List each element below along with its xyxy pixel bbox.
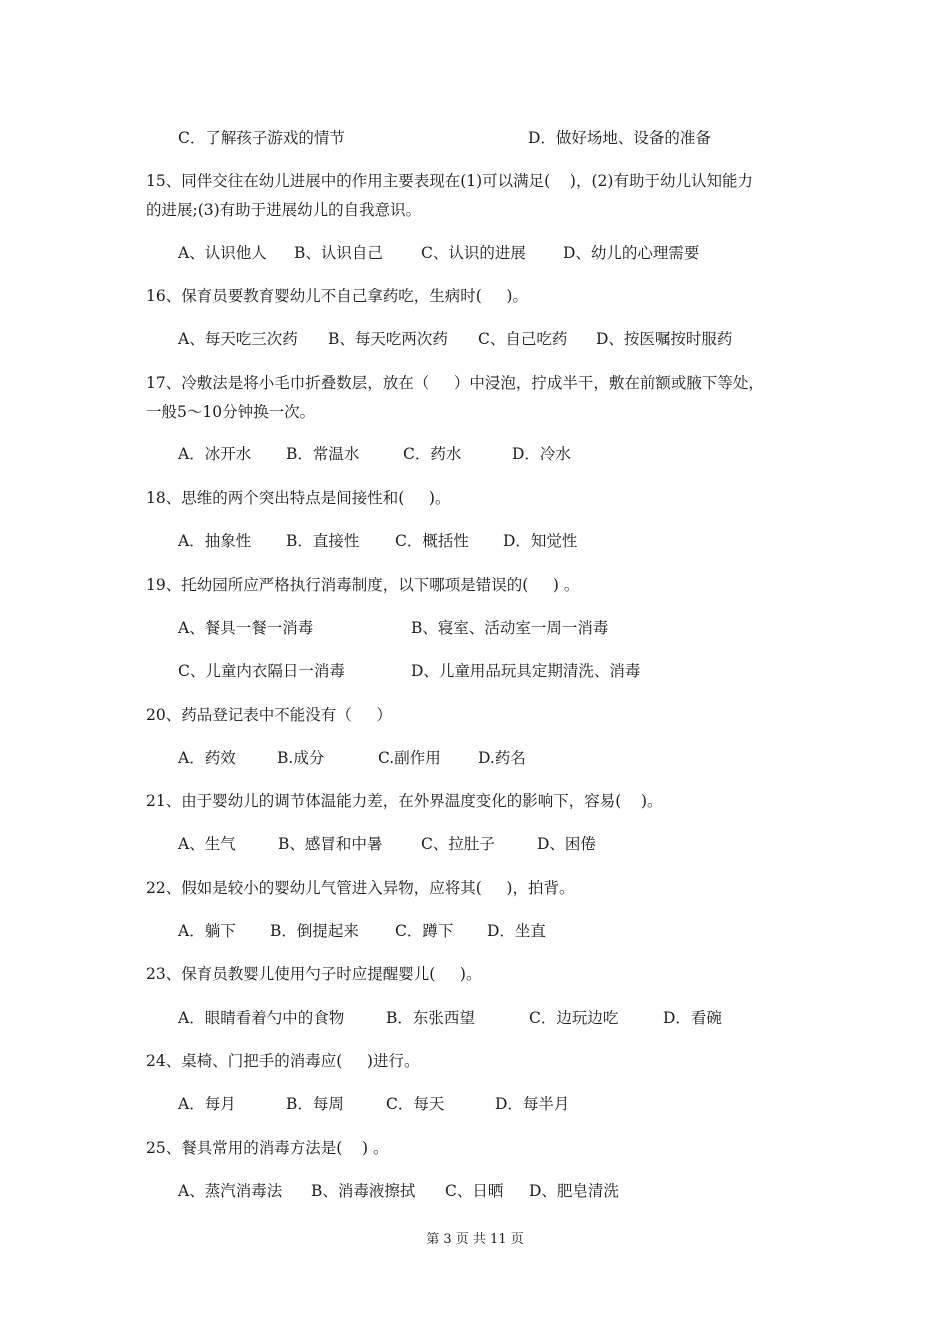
q14-option-d: D．做好场地、设备的准备 [528,129,711,147]
q20-option-b: B.成分 [277,749,325,767]
q18-option-c: C．概括性 [395,532,469,550]
q18-option-a: A．抽象性 [178,532,252,550]
q23-option-b: B．东张西望 [386,1009,475,1027]
q22-option-b: B．倒提起来 [270,922,359,940]
q18-stem: 18、思维的两个突出特点是间接性和( )。 [146,489,451,507]
q19-option-c: C、儿童内衣隔日一消毒 [178,662,345,680]
q17-option-d: D．冷水 [512,445,571,463]
q22-option-c: C．蹲下 [395,922,454,940]
q19-option-a: A、餐具一餐一消毒 [178,619,314,637]
q15-option-a: A、认识他人 [178,244,267,262]
q17-option-c: C．药水 [403,445,462,463]
q20-stem: 20、药品登记表中不能没有（ ） [146,706,392,724]
q17-stem-line2: 一般5～10分钟换一次。 [146,403,316,421]
q24-option-d: D．每半月 [495,1095,570,1113]
page-number-footer: 第 3 页 共 11 页 [426,1232,524,1247]
q24-option-a: A．每月 [178,1095,236,1113]
q23-option-d: D．看碗 [663,1009,722,1027]
q15-stem-line2: 的进展;(3)有助于进展幼儿的自我意识。 [146,201,422,219]
q18-option-d: D．知觉性 [503,532,578,550]
q19-option-d: D、儿童用品玩具定期清洗、消毒 [411,662,641,680]
q21-option-a: A、生气 [178,835,236,853]
q22-option-d: D．坐直 [487,922,546,940]
q25-option-c: C、日晒 [445,1182,504,1200]
q15-stem-line1: 15、同伴交往在幼儿进展中的作用主要表现在(1)可以满足( )，(2)有助于幼儿认知能力 [146,172,753,190]
q25-option-d: D、肥皂清洗 [529,1182,619,1200]
q24-option-c: C．每天 [386,1095,445,1113]
q16-option-a: A、每天吃三次药 [178,330,298,348]
q17-option-a: A．冰开水 [178,445,252,463]
q23-option-c: C．边玩边吃 [529,1009,619,1027]
q24-option-b: B．每周 [286,1095,344,1113]
q23-stem: 23、保育员教婴儿使用勺子时应提醒婴儿( )。 [146,965,482,983]
q16-option-d: D、按医嘱按时服药 [596,330,733,348]
q15-option-c: C、认识的进展 [421,244,526,262]
q15-option-d: D、幼儿的心理需要 [563,244,700,262]
q21-option-d: D、困倦 [537,835,596,853]
q25-option-b: B、消毒液擦拭 [311,1182,416,1200]
q21-stem: 21、由于婴幼儿的调节体温能力差，在外界温度变化的影响下，容易( )。 [146,792,663,810]
q20-option-d: D.药名 [478,749,526,767]
q16-option-c: C、自己吃药 [478,330,568,348]
q15-option-b: B、认识自己 [294,244,383,262]
q20-option-c: C.副作用 [378,749,441,767]
q16-option-b: B、每天吃两次药 [328,330,448,348]
q24-stem: 24、桌椅、门把手的消毒应( )进行。 [146,1052,420,1070]
q18-option-b: B．直接性 [286,532,360,550]
q20-option-a: A．药效 [178,749,236,767]
q23-option-a: A．眼睛看着勺中的食物 [178,1009,345,1027]
q19-option-b: B、寝室、活动室一周一消毒 [411,619,609,637]
q22-stem: 22、假如是较小的婴幼儿气管进入异物，应将其( )，拍背。 [146,879,575,897]
q25-stem: 25、餐具常用的消毒方法是( ) 。 [146,1139,389,1157]
q21-option-b: B、感冒和中暑 [278,835,383,853]
q19-stem: 19、托幼园所应严格执行消毒制度，以下哪项是错误的( ) 。 [146,576,580,594]
q16-stem: 16、保育员要教育婴幼儿不自己拿药吃，生病时( )。 [146,287,528,305]
q17-stem-line1: 17、冷敷法是将小毛巾折叠数层，放在（ ）中浸泡，拧成半干，敷在前额或腋下等处， [146,374,764,392]
q21-option-c: C、拉肚子 [421,835,495,853]
q17-option-b: B．常温水 [286,445,360,463]
q25-option-a: A、蒸汽消毒法 [178,1182,283,1200]
q14-option-c: C．了解孩子游戏的情节 [178,129,345,147]
q22-option-a: A．躺下 [178,922,236,940]
